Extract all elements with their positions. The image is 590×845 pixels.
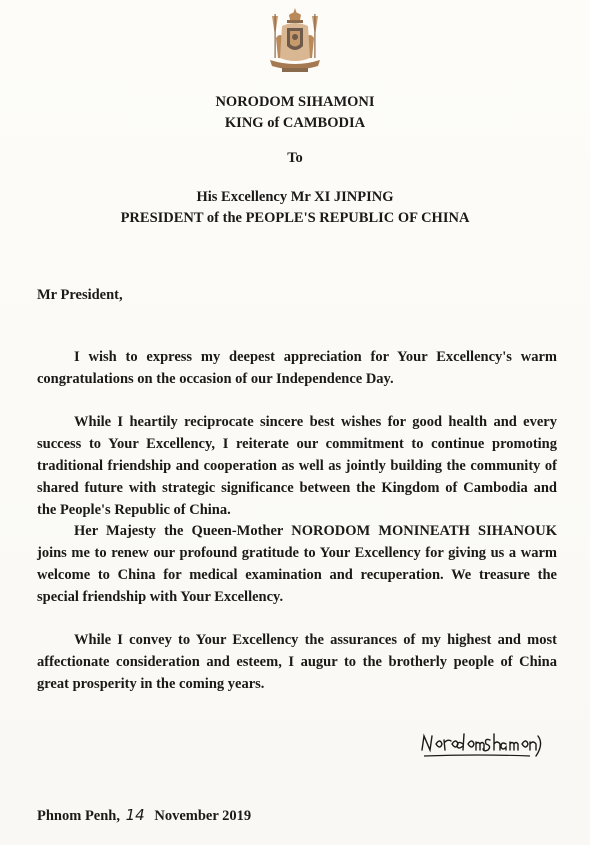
paragraph-3 bbox=[37, 520, 557, 608]
sender-name: NORODOM SIHAMONI bbox=[215, 94, 375, 110]
royal-coat-of-arms-icon bbox=[262, 6, 328, 76]
recipient-name: His Excellency Mr XI JINPING bbox=[196, 189, 394, 205]
sender-title: KING of CAMBODIA bbox=[224, 115, 366, 131]
paragraph-text: While I heartily reciprocate sincere best wishes for good health and every success to Your Excellency, I reiterate our commitment to continue promoting traditional friendship and cooperation as well as jointly building the community of shared future with strategic significance between the Kingdom of Cambodia and the People's Republic of China. bbox=[37, 414, 557, 518]
closing-line bbox=[37, 806, 251, 825]
paragraph-text: Her Majesty the Queen-Mother NORODOM MONINEATH SIHANOUK joins me to renew our profound gratitude to Your Excellency for giving us a warm welcome to China for medical examination and recuperation. We treasure the special friendship with Your Excellency. bbox=[37, 523, 557, 605]
handwritten-day: 14 bbox=[125, 806, 145, 824]
handwritten-signature bbox=[418, 726, 546, 762]
paragraph-2 bbox=[37, 411, 557, 521]
recipient-block bbox=[0, 187, 590, 229]
paragraph-1 bbox=[37, 346, 557, 390]
place: Phnom Penh, bbox=[37, 808, 120, 824]
to-label: To bbox=[287, 150, 303, 166]
paragraph-text: While I convey to Your Excellency the assurances of my highest and most affectionate consideration and esteem, I augur to the brotherly people of China great prosperity in the coming years. bbox=[37, 632, 557, 692]
month-year: November 2019 bbox=[154, 808, 252, 824]
recipient-title: PRESIDENT of the PEOPLE'S REPUBLIC OF CHINA bbox=[120, 210, 470, 226]
paragraph-4 bbox=[37, 629, 557, 695]
salutation: Mr President, bbox=[37, 287, 123, 303]
sender-block bbox=[0, 92, 590, 134]
paragraph-text: I wish to express my deepest appreciation for Your Excellency's warm congratulations on the occasion of our Independence Day. bbox=[37, 349, 557, 387]
